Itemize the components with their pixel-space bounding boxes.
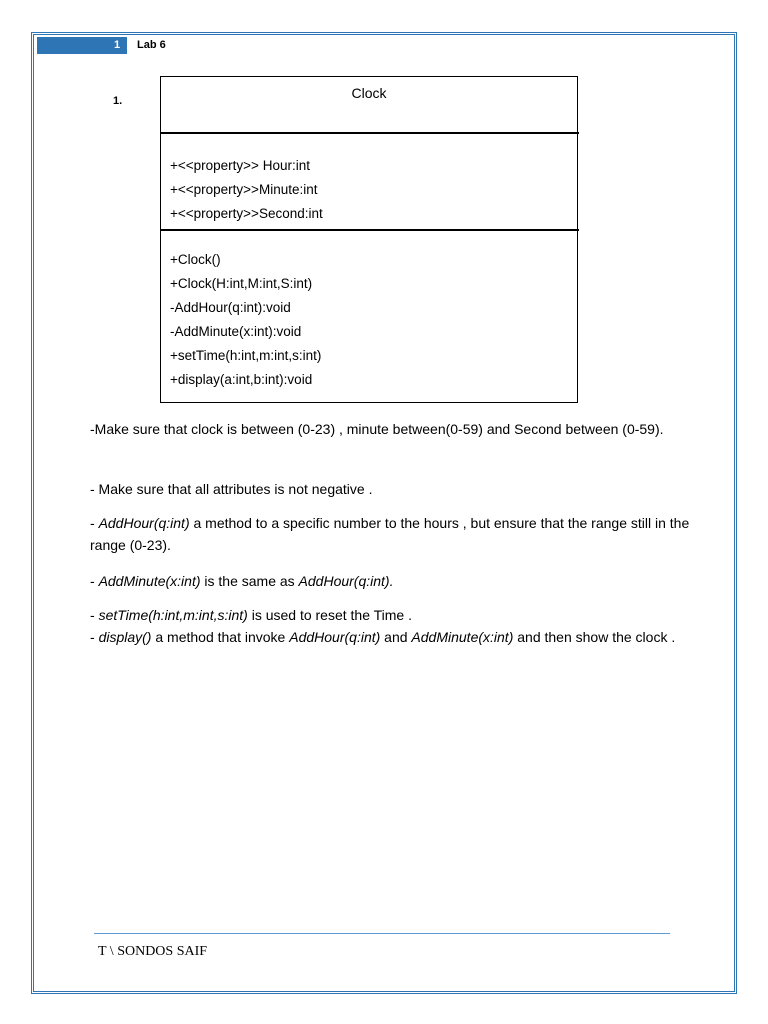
uml-operation: +Clock() <box>170 252 221 267</box>
header-title: Lab 6 <box>137 39 166 51</box>
uml-operation: +Clock(H:int,M:int,S:int) <box>170 276 313 291</box>
paragraph-display: - display() a method that invoke AddHour(q:int) and AddMinute(x:int) and then show the clock . <box>90 629 676 645</box>
code-ref: AddHour(q:int) <box>289 629 381 645</box>
code-ref: AddHour(q:int) <box>98 515 190 531</box>
uml-attribute: +<<property>>Second:int <box>170 206 323 221</box>
footer-author: T \ SONDOS SAIF <box>98 944 208 959</box>
uml-operation: +setTime(h:int,m:int,s:int) <box>170 348 322 363</box>
paragraph-settime: - setTime(h:int,m:int,s:int) is used to reset the Time . <box>90 607 412 623</box>
paragraph-addminute: - AddMinute(x:int) is the same as AddHour(q:int). <box>90 573 394 589</box>
uml-operation: +display(a:int,b:int):void <box>170 372 313 387</box>
uml-class-name: Clock <box>351 85 387 101</box>
page-number: 1 <box>113 39 121 51</box>
uml-class-diagram <box>160 76 578 403</box>
uml-operation: -AddMinute(x:int):void <box>170 324 302 339</box>
code-ref: setTime(h:int,m:int,s:int) <box>98 607 248 623</box>
code-ref: AddMinute(x:int) <box>98 573 201 589</box>
uml-operation: -AddHour(q:int):void <box>170 300 291 315</box>
code-ref: AddMinute(x:int) <box>411 629 514 645</box>
uml-operations <box>170 248 321 392</box>
uml-attribute: +<<property>>Minute:int <box>170 182 318 197</box>
paragraph-non-negative: - Make sure that all attributes is not negative . <box>90 481 373 497</box>
uml-divider <box>161 132 579 134</box>
uml-divider <box>161 229 579 231</box>
uml-attributes <box>170 154 323 226</box>
code-ref: AddHour(q:int). <box>298 573 394 589</box>
uml-attribute: +<<property>> Hour:int <box>170 158 310 173</box>
code-ref: display() <box>98 629 152 645</box>
footer-rule <box>94 933 670 934</box>
paragraph-addhour: - AddHour(q:int) a method to a specific number to the hours , but ensure that the range still in the range (0-23). <box>90 515 690 553</box>
item-number: 1. <box>113 95 123 107</box>
paragraph-ranges: -Make sure that clock is between (0-23) , minute between(0-59) and Second between (0-59). <box>90 421 664 437</box>
